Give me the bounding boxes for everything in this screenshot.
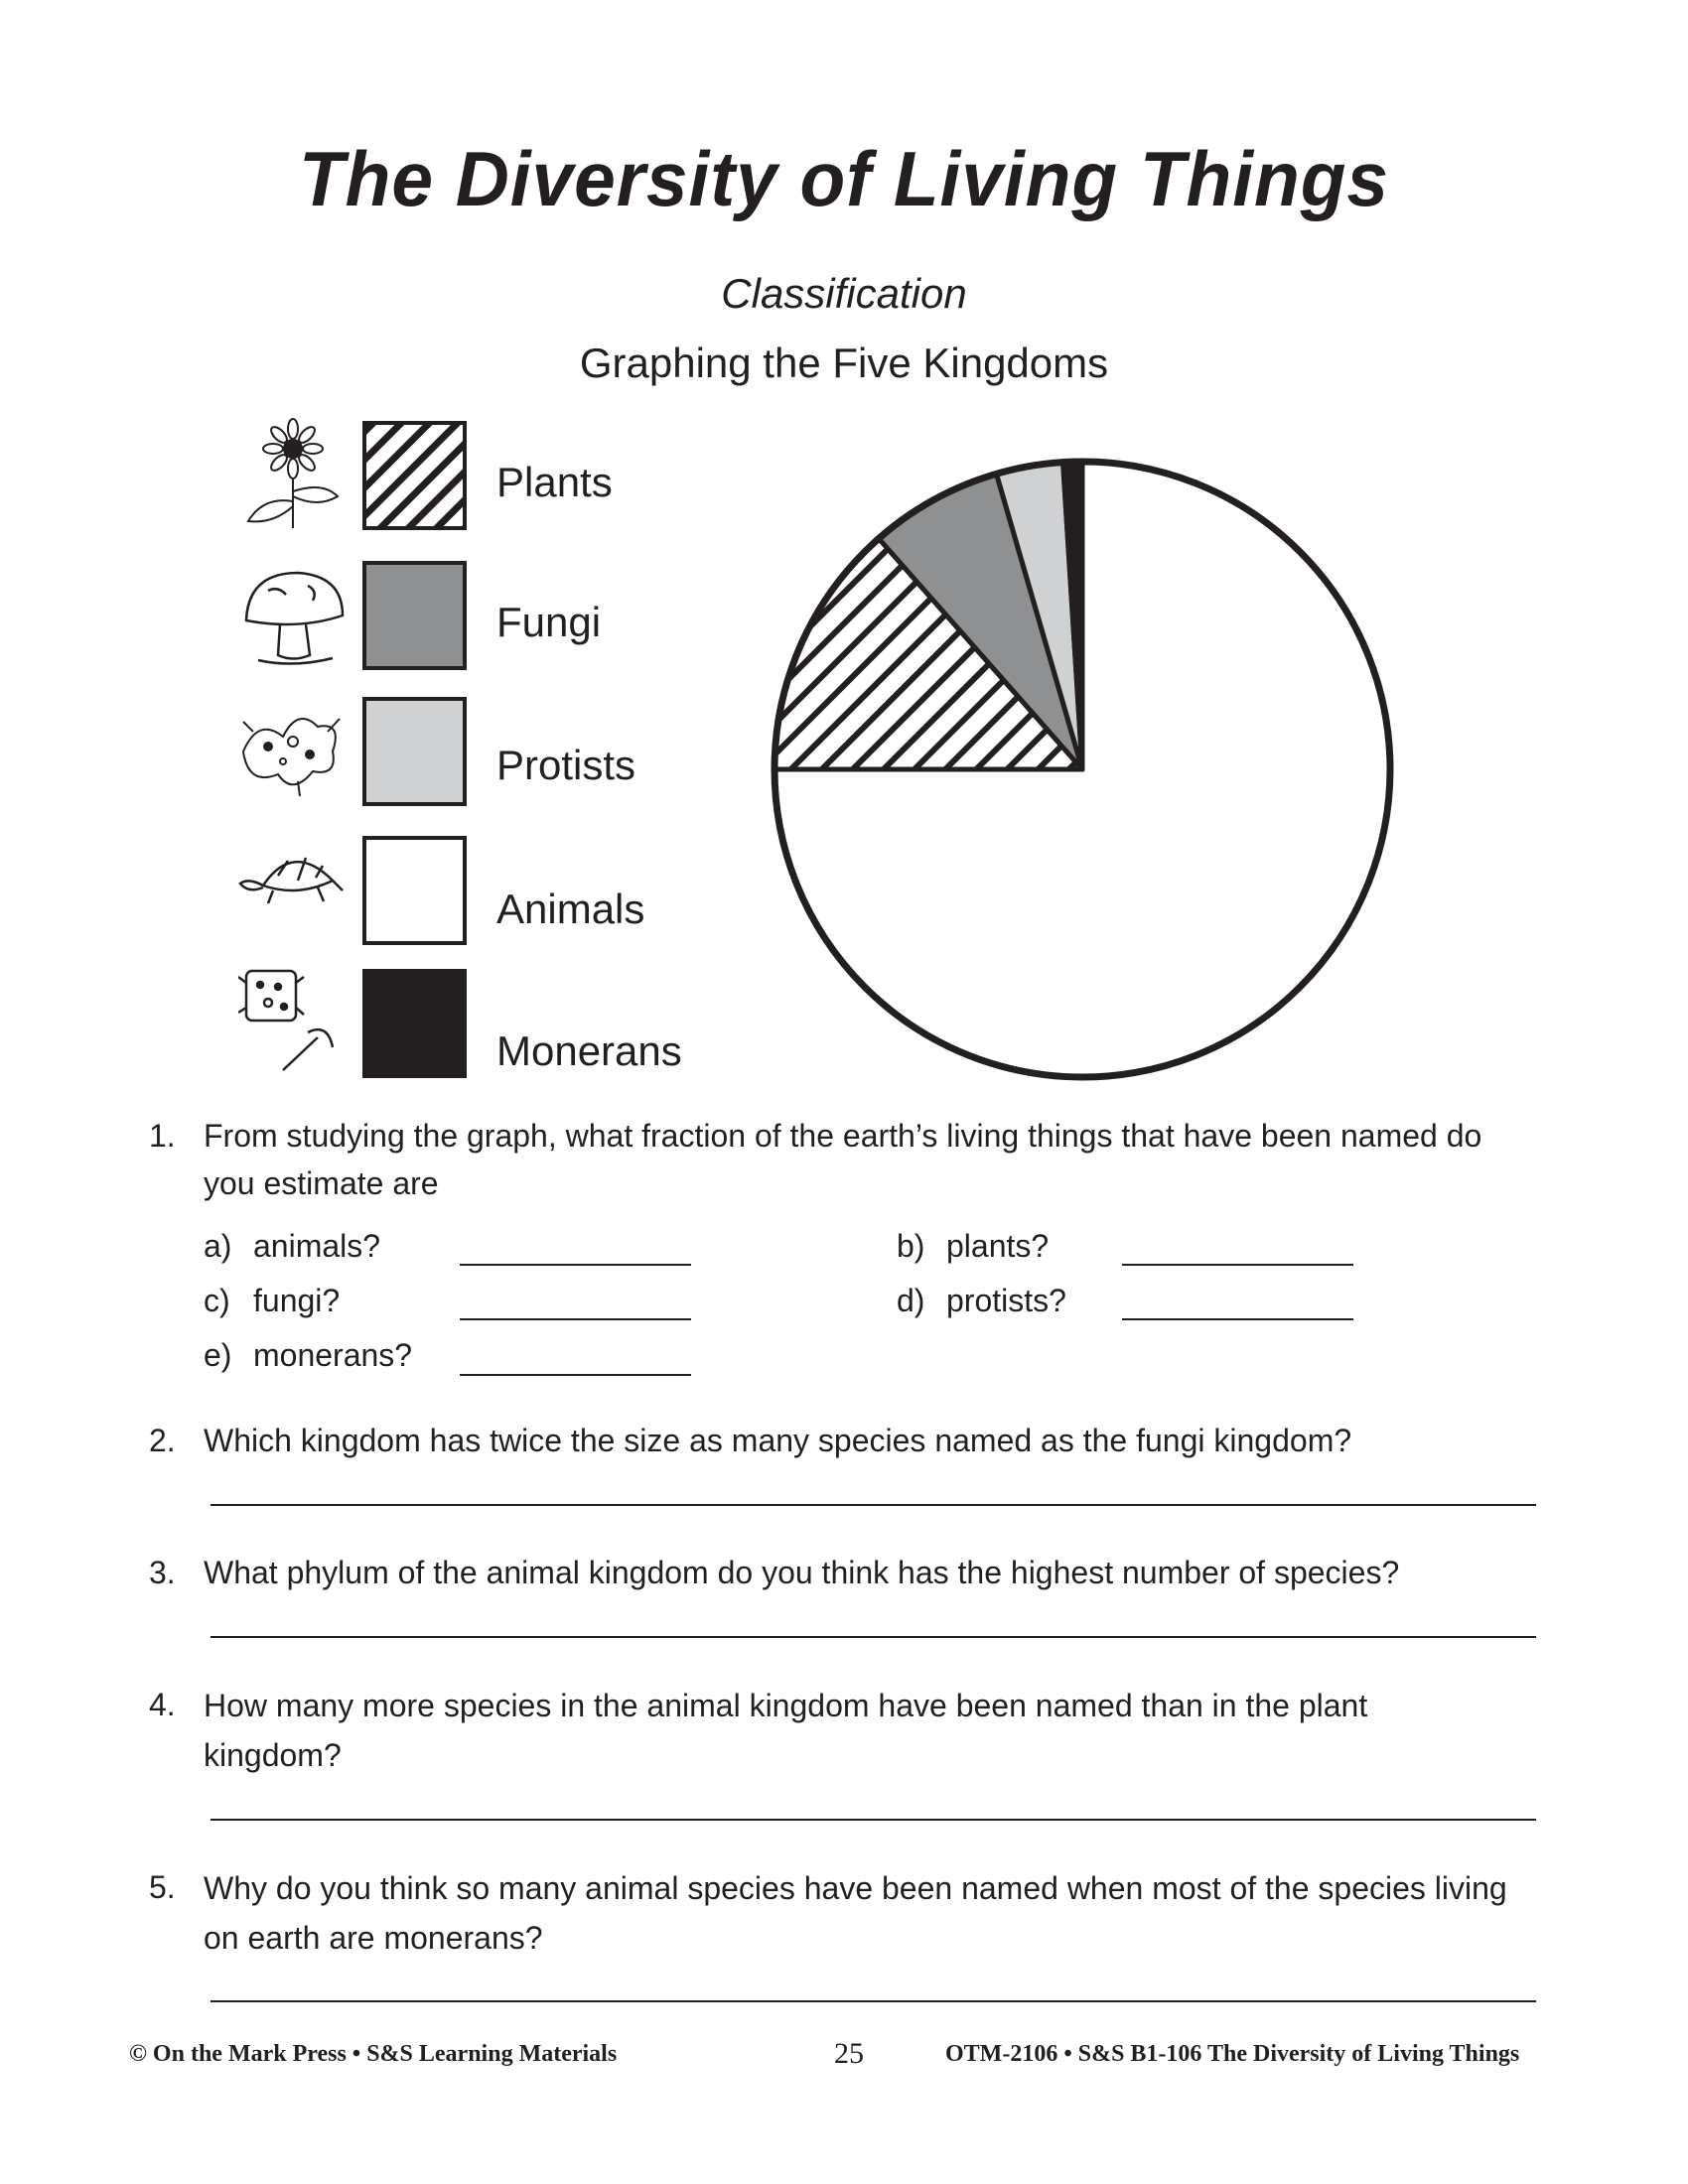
legend-item-plants: [238, 417, 735, 536]
legend-item-animals: [238, 836, 735, 955]
legend-swatch-plants: [362, 421, 467, 530]
legend-item-protists: [238, 697, 735, 816]
subquestion-word: plants?: [946, 1228, 1050, 1264]
legend-item-monerans: [238, 963, 735, 1082]
legend-swatch-animals: [362, 836, 467, 945]
legend-swatch-fungi: [362, 561, 467, 670]
flower-icon: [238, 417, 348, 531]
legend-label-animals: Animals: [496, 886, 645, 932]
mushroom-icon: [238, 561, 348, 675]
question-number: 5.: [149, 1869, 176, 1905]
legend-label-protists: Protists: [496, 742, 636, 788]
answer-line-3[interactable]: [211, 1636, 1536, 1638]
section-heading: Classification: [721, 270, 967, 317]
pie-chart: [765, 452, 1400, 1087]
question-5: [149, 1863, 1539, 1963]
footer-product-code: OTM-2106 • S&S B1-106 The Diversity of Living Things: [945, 2041, 1520, 2067]
question-3: [149, 1549, 1539, 1598]
answer-blank-b[interactable]: [1122, 1264, 1353, 1266]
question-text: Which kingdom has twice the size as many species named as the fungi kingdom?: [204, 1423, 1352, 1458]
answer-blank-e[interactable]: [460, 1374, 691, 1376]
subquestion-word: fungi?: [253, 1283, 341, 1318]
legend-label-monerans: Monerans: [496, 1027, 682, 1074]
question-number: 1.: [149, 1118, 176, 1154]
question-text: From studying the graph, what fraction of the earth’s living things that have been named do you estimate are: [204, 1118, 1482, 1201]
subquestion-letter: d): [897, 1283, 925, 1318]
answer-line-4[interactable]: [211, 1819, 1536, 1821]
protist-icon: [238, 697, 348, 811]
subquestion-letter: e): [204, 1337, 232, 1373]
question-4: [149, 1681, 1539, 1780]
chart-title: Graphing the Five Kingdoms: [579, 340, 1109, 386]
page-title: The Diversity of Living Things: [298, 135, 1390, 222]
legend-label-fungi: Fungi: [496, 599, 602, 645]
subquestion-word: monerans?: [253, 1337, 413, 1373]
question-number: 3.: [149, 1555, 176, 1590]
answer-blank-d[interactable]: [1122, 1318, 1353, 1320]
question-2: [149, 1417, 1539, 1466]
answer-blank-a[interactable]: [460, 1264, 691, 1266]
legend-item-fungi: [238, 561, 735, 680]
footer-publisher: © On the Mark Press • S&S Learning Materials: [129, 2041, 618, 2067]
subquestion-letter: b): [897, 1228, 925, 1264]
subquestion-letter: a): [204, 1228, 232, 1264]
legend-label-plants: Plants: [496, 459, 613, 505]
answer-line-2[interactable]: [211, 1504, 1536, 1506]
subquestion-word: animals?: [253, 1228, 381, 1264]
question-text: How many more species in the animal kingdom have been named than in the plant kingdom?: [204, 1688, 1368, 1773]
question-number: 4.: [149, 1687, 176, 1722]
answer-blank-c[interactable]: [460, 1318, 691, 1320]
question-number: 2.: [149, 1423, 176, 1458]
subquestion-word: protists?: [946, 1283, 1066, 1318]
page-number: 25: [834, 2037, 864, 2070]
legend-swatch-monerans: [362, 969, 467, 1078]
question-text: Why do you think so many animal species have been named when most of the species living on earth are monerans?: [204, 1870, 1507, 1956]
turtle-icon: [238, 836, 348, 950]
legend-swatch-protists: [362, 697, 467, 806]
question-1: [149, 1112, 1539, 1221]
bacteria-icon: [238, 963, 348, 1077]
subquestion-letter: c): [204, 1283, 230, 1318]
answer-line-5[interactable]: [211, 2000, 1536, 2002]
question-text: What phylum of the animal kingdom do you think has the highest number of species?: [204, 1555, 1400, 1590]
